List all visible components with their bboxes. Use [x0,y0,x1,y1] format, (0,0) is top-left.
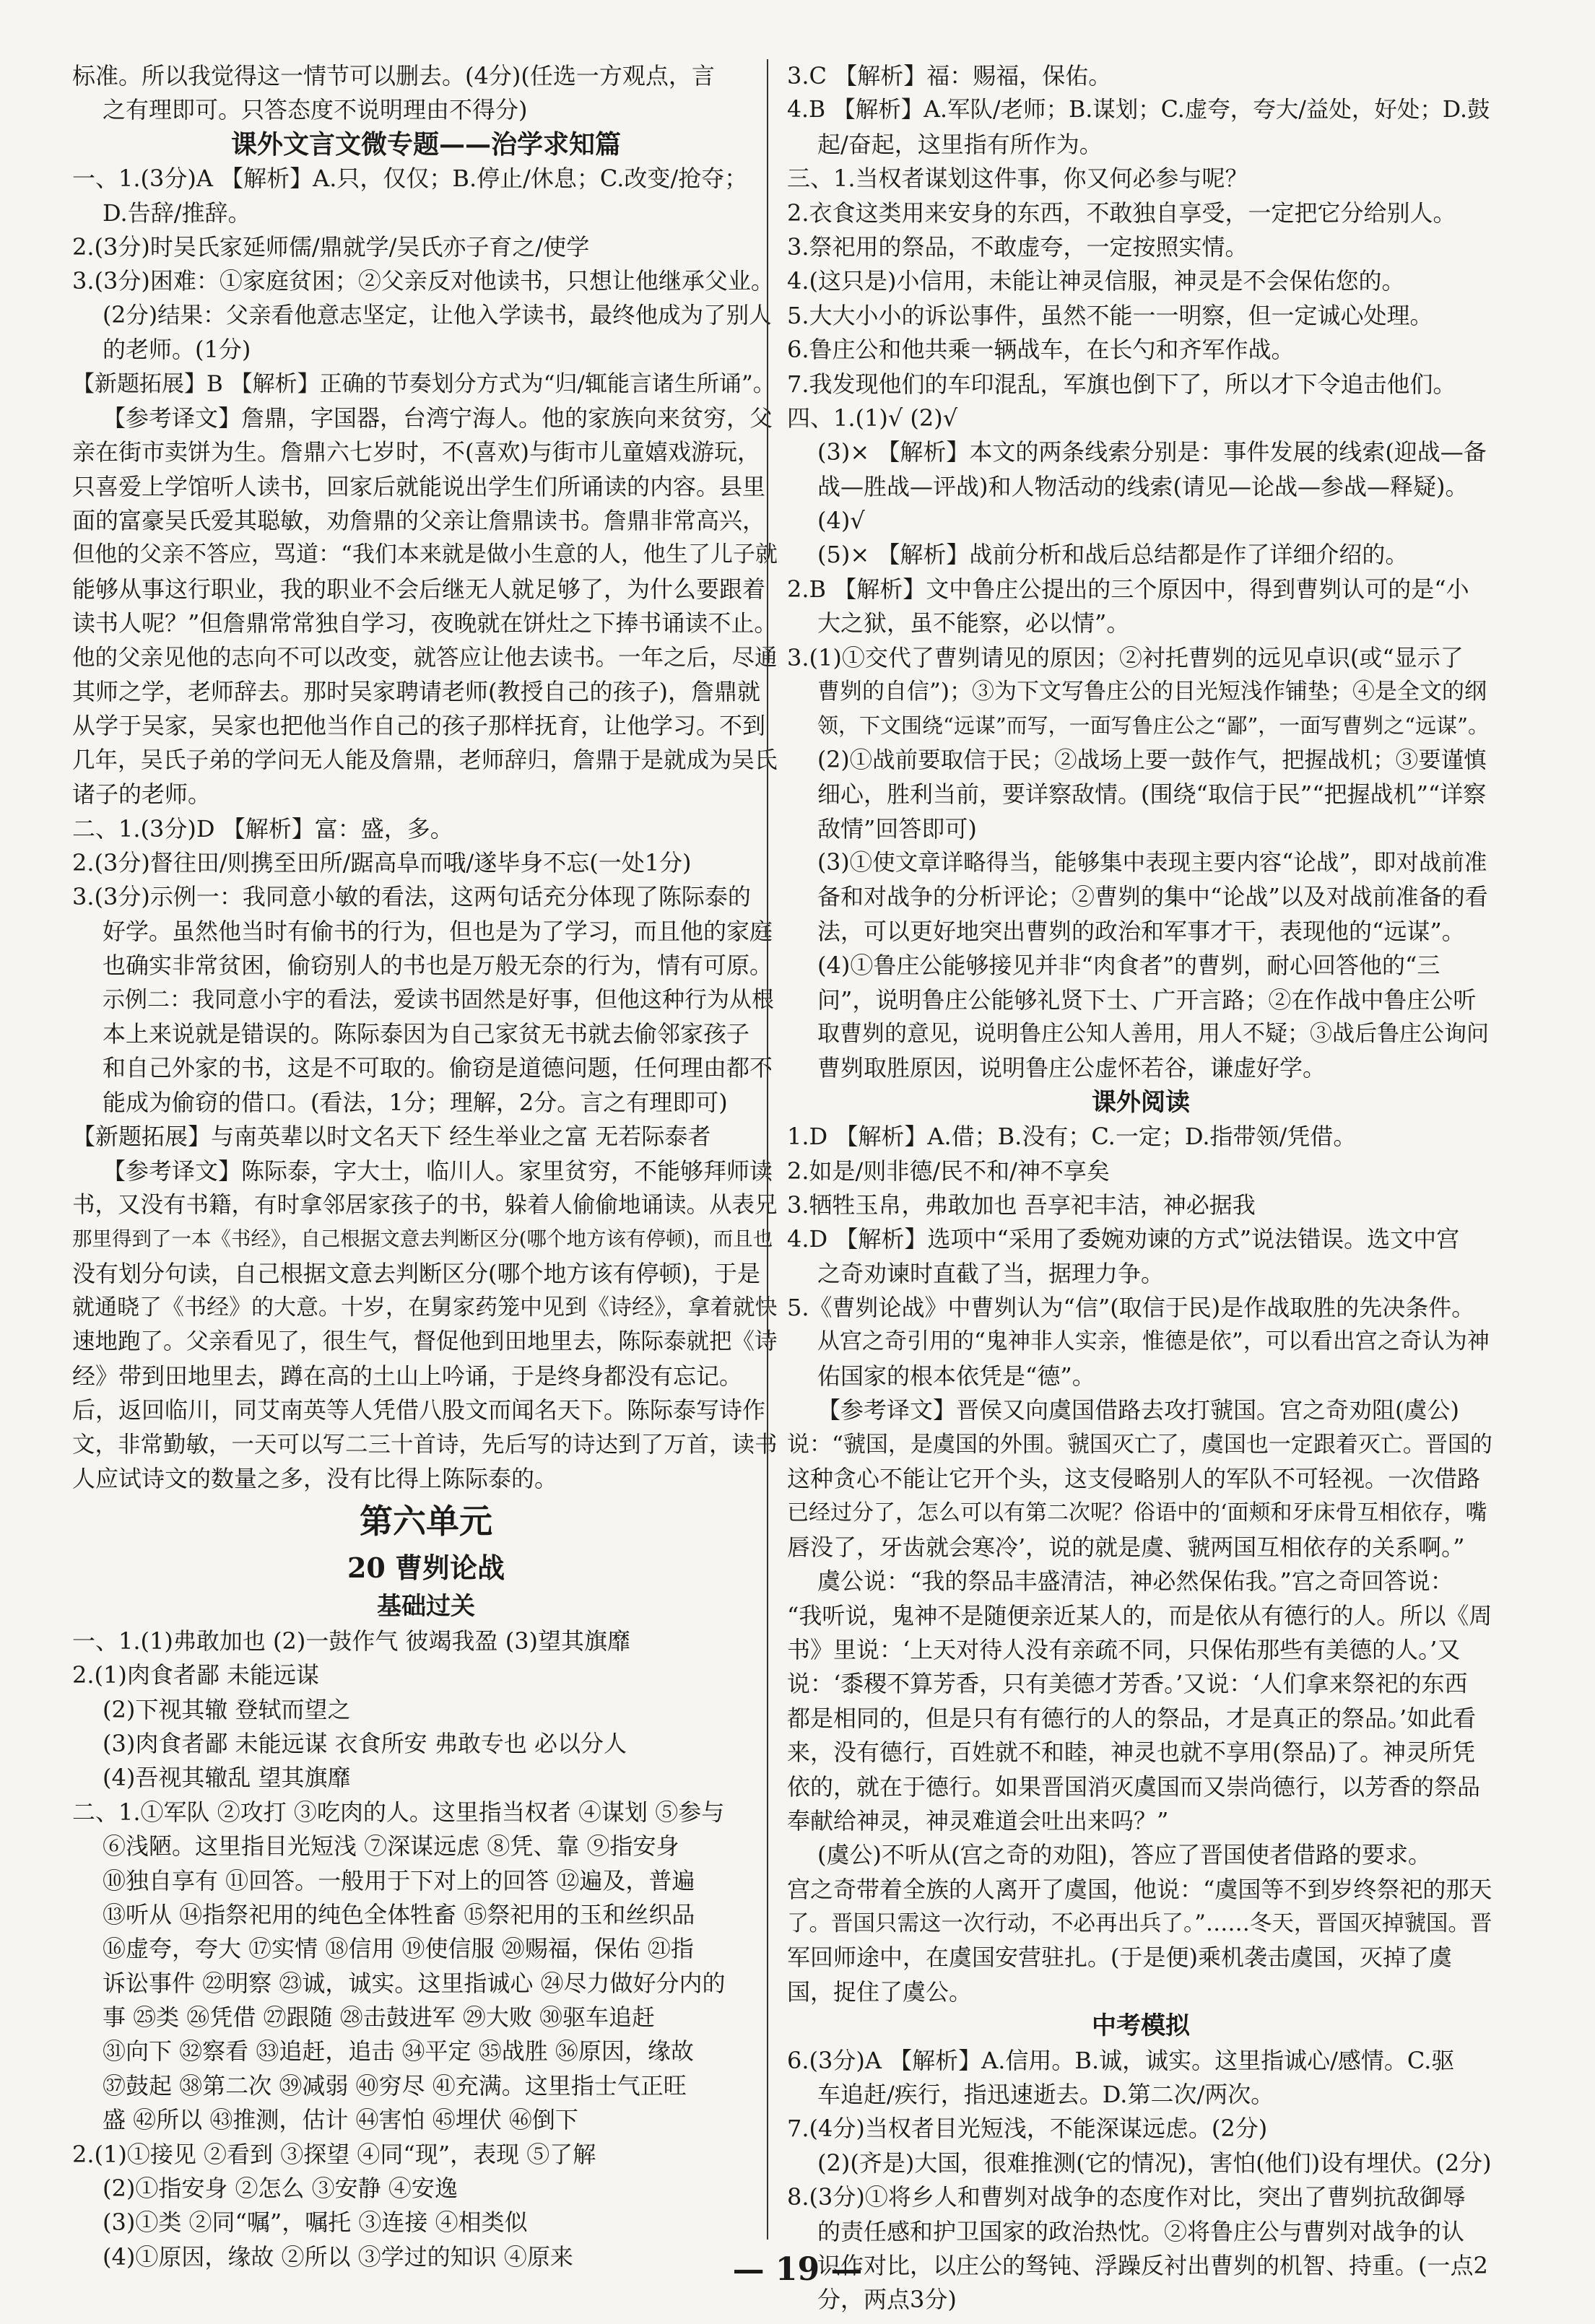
text-line: 人应试诗文的数量之多，没有比得上陈际泰的。 [72,1465,558,1493]
text-line: 3.(1)①交代了曹刿请见的原因；②衬托曹刿的远见卓识(或“显示了 [787,643,1464,671]
text-line: ⑩独自享有 ⑪回答。一般用于下对上的回答 ⑫遍及，普遍 [103,1866,695,1894]
text-line: 几年，吴氏子弟的学问无人能及詹鼎，老师辞归，詹鼎于是就成为吴氏 [72,747,778,773]
text-line: 【参考译文】陈际泰，字大士，临川人。家里贫穷，不能够拜师读 [103,1157,773,1185]
text-line: (3)①类 ②同“嘱”，嘱托 ③连接 ④相类似 [103,2208,528,2237]
text-line: 本上来说就是错误的。陈际泰因为自己家贫无书就去偷邻家孩子 [103,1019,750,1048]
text-line: 也确实非常贫困，偷窃别人的书也是万般无奈的行为，情有可原。 [103,952,773,980]
text-line: (3)①使文章详略得当，能够集中表现主要内容“论战”，即对战前准 [817,849,1487,876]
text-line: 3.(3分)困难：①家庭贫困；②父亲反对他读书，只想让他继承父业。 [72,267,774,295]
text-line: ㊲鼓起 ㊳第二次 ㊴减弱 ㊵穷尽 ㊶充满。这里指士气正旺 [103,2071,687,2099]
text-line: 标准。所以我觉得这一情节可以删去。(4分)(任选一方观点，言 [72,62,715,90]
right-column [787,59,1495,2318]
text-line: 3.祭祀用的祭品，不敢虚夸，一定按照实情。 [787,232,1248,261]
text-line: 二、1.①军队 ②攻打 ③吃肉的人。这里指当权者 ④谋划 ⑤参与 [72,1798,725,1826]
text-line: 三、1.当权者谋划这件事，你又何必参与呢？ [787,165,1248,193]
text-line: 3.牺牲玉帛，弗敢加也 吾享祀丰洁，神必据我 [787,1191,1256,1219]
text-line: 亲在街市卖饼为生。詹鼎六七岁时，不(喜欢)与街市儿童嬉戏游玩， [72,438,760,466]
text-line: 5.大大小小的诉讼事件，虽然不能一一明察，但一定诚心处理。 [787,301,1433,329]
text-line: 【参考译文】晋侯又向虞国借路去攻打虢国。宫之奇劝阻(虞公) [817,1396,1459,1424]
text-line: 4.D 【解析】选项中“采用了委婉劝谏的方式”说法错误。选文中宫 [787,1225,1460,1253]
text-line: 书》里说：‘上天对待人没有亲疏不同，只保佑那些有美德的人。’又 [787,1635,1461,1663]
text-line: 四、1.(1)√ (2)√ [787,404,958,432]
text-line: “我听说，鬼神不是随便亲近某人的，而是依从有德行的人。所以《周 [787,1601,1492,1629]
text-line: 只喜爱上学馆听人读书，回家后就能说出学生们所诵读的内容。县里 [72,472,766,500]
text-line: 文，非常勤敏，一天可以写二三十首诗，先后写的诗达到了万首，读书 [72,1431,778,1458]
text-line: 佑国家的根本依凭是“德”。 [817,1362,1095,1390]
text-line: 起/奋起，这里指有所作为。 [817,130,1103,158]
text-line: 4.B 【解析】A.军队/老师；B.谋划；C.虚夸，夸大/益处，好处；D.鼓 [787,97,1490,123]
text-line: 3.C 【解析】福：赐福，保佑。 [787,62,1112,90]
text-line: 经》带到田地里去，蹲在高的土山上吟诵，于是终身都没有忘记。 [72,1362,743,1390]
text-line: (4)①原因，缘故 ②所以 ③学过的知识 ④原来 [103,2242,573,2271]
text-line: 的责任感和护卫国家的政治热忱。②将鲁庄公与曹刿对战争的认 [817,2217,1465,2245]
text-line: 那里得到了一本《书经》，自己根据文意去判断区分(哪个地方该有停顿)，而且也 [72,1227,773,1251]
text-line: 他的父亲见他的志向不可以改变，就答应让他去读书。一年之后，尽通 [72,644,778,671]
text-line: 一、1.(1)弗敢加也 (2)一鼓作气 彼竭我盈 (3)望其旗靡 [72,1627,631,1655]
text-line: 8.(3分)①将乡人和曹刿对战争的态度作对比，突出了曹刿抗敌御辱 [787,2183,1466,2211]
text-line: ⑥浅陋。这里指目光短浅 ⑦深谋远虑 ⑧凭、靠 ⑨指安身 [103,1832,679,1860]
text-line: 7.(4分)当权者目光短浅，不能深谋远虑。(2分) [787,2115,1268,2143]
text-line: (4)①鲁庄公能够接见并非“肉食者”的曹刿，耐心回答他的“三 [817,952,1440,980]
text-line: (4)√ [817,507,865,535]
section-heading: 基础过关 [377,1592,475,1622]
text-line: (3)肉食者鄙 未能远谋 衣食所安 弗敢专也 必以分人 [103,1729,627,1757]
text-line: 法，可以更好地突出曹刿的政治和军事才干，表现他的“远谋”。 [817,917,1465,945]
text-line: 战—胜战—评战)和人物活动的线索(请见—论战—参战—释疑)。 [817,472,1469,500]
text-line: 示例二：我同意小宇的看法，爱读书固然是好事，但他这种行为从根 [103,986,774,1013]
text-line: 唇没了，牙齿就会寒冷’，说的就是虞、虢两国互相依存的关系啊。” [787,1533,1465,1561]
text-line: 书，又没有书籍，有时拿邻居家孩子的书，躲着人偷偷地诵读。从表兄 [72,1191,778,1218]
text-line: 好学。虽然他当时有偷书的行为，但也是为了学习，而且他的家庭 [103,917,773,945]
text-line: 曹刿取胜原因，说明鲁庄公虚怀若谷，谦虚好学。 [817,1054,1326,1082]
text-line: 大之狱，虽不能察，必以情”。 [817,609,1130,637]
text-line: 领，下文围绕“远谋”而写，一面写鲁庄公之“鄙”，一面写曹刿之“远谋”。 [817,713,1489,739]
left-column [72,59,780,2274]
text-line: 车追赶/疾行，指迅速逝去。D.第二次/两次。 [817,2081,1274,2109]
text-line: 取曹刿的意见，说明鲁庄公知人善用，用人不疑；③战后鲁庄公询问 [817,1020,1489,1047]
text-line: 【新题拓展】与南英辈以时文名天下 经生举业之富 无若际泰者 [72,1123,711,1151]
text-line: 之奇劝谏时直截了当，据理力争。 [817,1259,1165,1287]
text-line: (5)× 【解析】战前分析和战后总结都是作了详细介绍的。 [817,541,1409,569]
text-line: 2.(3分)督往田/则携至田所/踞高阜而哦/遂毕身不忘(一处1分) [72,848,692,876]
text-line: 国，捉住了虞公。 [787,1977,973,2006]
text-line: 2.(1)肉食者鄙 未能远谋 [72,1661,320,1689]
text-line: 2.(3分)时吴氏家延师儒/鼎就学/吴氏亦子育之/使学 [72,232,590,261]
text-line: 从宫之奇引用的“鬼神非人实亲，惟德是依”，可以看出宫之奇认为神 [817,1328,1490,1355]
text-line: 7.我发现他们的车印混乱，军旗也倒下了，所以才下令追击他们。 [787,370,1456,398]
text-line: 细心，胜利当前，要详察敌情。(围绕“取信于民”“把握战机”“详察 [817,780,1487,809]
text-line: 敌情”回答即可) [817,814,977,843]
text-line: 【新题拓展】B 【解析】正确的节奏划分方式为“归/辄能言诸生所诵”。 [72,370,775,397]
section-heading: 课外文言文微专题——治学求知篇 [230,129,621,160]
text-line: 备和对战争的分析评论；②曹刿的集中“论战”以及对战前准备的看 [817,883,1488,911]
text-line: D.告辞/推辞。 [103,199,251,227]
text-line: 就通晓了《书经》的大意。十岁，在舅家药笼中见到《诗经》，拿着就快 [72,1294,778,1321]
text-line: 说：“虢国，是虞国的外围。虢国灭亡了，虞国也一定跟着灭亡。晋国的 [787,1431,1492,1458]
section-heading: 第六单元 [360,1502,492,1541]
section-heading: 20 曹刿论战 [347,1551,505,1585]
text-line: (2)下视其辙 登轼而望之 [103,1695,351,1723]
text-line: 这种贪心不能让它开个头，这支侵略别人的军队不可轻视。一次借路 [787,1465,1481,1493]
text-line: 但他的父亲不答应，骂道：“我们本来就是做小生意的人，他生了儿子就 [72,541,778,568]
text-line: 诸子的老师。 [72,780,212,809]
text-line: 6.(3分)A 【解析】A.信用。B.诚，诚实。这里指诚心/感情。C.驱 [787,2046,1455,2074]
text-line: 虞公说：“我的祭品丰盛清洁，神必然保佑我。”宫之奇回答说： [817,1567,1453,1596]
text-line: 3.(3分)示例一：我同意小敏的看法，这两句话充分体现了陈际泰的 [72,883,751,911]
text-line: 2.(1)①接见 ②看到 ③探望 ④同“现”，表现 ⑤了解 [72,2140,596,2168]
text-line: 已经过分了，怎么可以有第二次呢？俗语中的‘面颊和牙床骨互相依存，嘴 [787,1500,1487,1526]
text-line: 读书人呢？”但詹鼎常常独自学习，夜晚就在饼灶之下捧书诵读不止。 [72,609,778,637]
text-line: 和自己外家的书，这是不可取的。偷窃是道德问题，任何理由都不 [103,1054,773,1082]
text-line: 2.B 【解析】文中鲁庄公提出的三个原因中，得到曹刿认可的是“小 [787,575,1469,603]
text-line: 1.D 【解析】A.借；B.没有；C.一定；D.指带领/凭借。 [787,1123,1357,1151]
text-line: 的老师。(1分) [103,336,251,364]
text-line: 来，没有德行，百姓就不和睦，神灵也就不享用(祭品)了。神灵所凭 [787,1738,1475,1767]
section-heading: 课外阅读 [1092,1087,1190,1117]
text-line: 识作对比，以庄公的驽钝、浮躁反衬出曹刿的机智、持重。(一点2 [817,2252,1488,2279]
section-heading: 中考模拟 [1092,2011,1190,2041]
text-line: 依的，就在于德行。如果晋国消灭虞国而又崇尚德行，以芳香的祭品 [787,1772,1481,1801]
text-line: 5.《曹刿论战》中曹刿认为“信”(取信于民)是作战取胜的先决条件。 [787,1294,1475,1322]
text-line: 宫之奇带着全族的人离开了虞国，他说：“虞国等不到岁终祭祀的那天 [787,1875,1492,1903]
text-line: 盛 ㊷所以 ㊸推测，估计 ㊹害怕 ㊺埋伏 ㊻倒下 [103,2106,578,2134]
text-line: ⑬听从 ⑭指祭祀用的纯色全体牲畜 ⑮祭祀用的玉和丝织品 [103,1900,695,1928]
text-line: (2)①指安身 ②怎么 ③安静 ④安逸 [103,2175,458,2203]
text-line: 6.鲁庄公和他共乘一辆战车，在长勺和齐军作战。 [787,336,1295,364]
text-line: 2.如是/则非德/民不和/神不享矣 [787,1157,1110,1185]
text-line: (2分)结果：父亲看他意志坚定，让他入学读书，最终他成为了别人 [103,302,772,328]
text-line: 分，两点3分) [817,2286,957,2314]
text-line: 奉献给神灵，神灵难道会吐出来吗？” [787,1806,1169,1835]
text-line: 面的富豪吴氏爱其聪敏，劝詹鼎的父亲让詹鼎读书。詹鼎非常高兴， [72,507,766,535]
text-line: 了。晋国只需这一次行动，不必再出兵了。”……冬天，晋国灭掉虢国。晋 [787,1911,1492,1937]
page-number: — 19 — [732,2251,863,2288]
text-line: 之有理即可。只答态度不说明理由不得分) [103,96,528,124]
text-line: ⑯虚夸，夸大 ⑰实情 ⑱信用 ⑲使信服 ⑳赐福，保佑 ㉑指 [103,1935,694,1963]
text-line: 从学于吴家，吴家也把他当作自己的孩子那样抚育，让他学习。不到 [72,712,766,740]
text-line: 后，返回临川，同艾南英等人凭借八股文而闻名天下。陈际泰写诗作 [72,1396,766,1424]
text-line: (3)× 【解析】本文的两条线索分别是：事件发展的线索(迎战—备 [817,438,1487,466]
text-line: 事 ㉕类 ㉖凭借 ㉗跟随 ㉘击鼓进军 ㉙大败 ㉚驱车追赶 [103,2003,656,2032]
text-line: 其师之学，老师辞去。那时吴家聘请老师(教授自己的孩子)，詹鼎就 [72,678,760,706]
text-line: 【参考译文】詹鼎，字国器，台湾宁海人。他的家族向来贫穷，父 [103,404,773,432]
column-divider [767,59,768,2240]
text-line: ㉛向下 ㉜察看 ㉝追赶，追击 ㉞平定 ㉟战胜 ㊱原因，缘故 [103,2037,694,2066]
text-line: (2)(齐是)大国，很难推测(它的情况)，害怕(他们)设有埋伏。(2分) [817,2149,1492,2177]
text-line: 曹刿的自信”)；③为下文写鲁庄公的目光短浅作铺垫；④是全文的纲 [817,679,1487,705]
text-line: 问”，说明鲁庄公能够礼贤下士、广开言路；②在作战中鲁庄公听 [817,985,1477,1014]
text-line: 速地跑了。父亲看见了，很生气，督促他到田地里去，陈际泰就把《诗 [72,1328,778,1355]
text-line: 都是相同的，但是只有有德行的人的祭品，才是真正的祭品。’如此看 [787,1704,1477,1732]
text-line: (虞公)不听从(宫之奇的劝阻)，答应了晋国使者借路的要求。 [817,1841,1431,1869]
text-line: 4.(这只是)小信用，未能让神灵信服，神灵是不会保佑您的。 [787,267,1405,295]
text-line: (2)①战前要取信于民；②战场上要一鼓作气，把握战机；③要谨慎 [817,747,1487,773]
text-line: 二、1.(3分)D 【解析】富：盛，多。 [72,814,453,843]
text-line: 能成为偷窃的借口。(看法，1分；理解，2分。言之有理即可) [103,1088,728,1116]
text-line: 一、1.(3分)A 【解析】A.只，仅仅；B.停止/休息；C.改变/抢夺； [72,165,748,193]
text-line: 诉讼事件 ㉒明察 ㉓诚，诚实。这里指诚心 ㉔尽力做好分内的 [103,1969,726,1997]
text-line: (4)吾视其辙乱 望其旗靡 [103,1764,351,1792]
text-line: 没有划分句读，自己根据文意去判断区分(哪个地方该有停顿)，于是 [72,1259,760,1287]
text-line: 军回师途中，在虞国安营驻扎。(于是便)乘机袭击虞国，灭掉了虞 [787,1944,1452,1972]
text-line: 2.衣食这类用来安身的东西，不敢独自享受，一定把它分给别人。 [787,199,1456,227]
text-line: 能够从事这行职业，我的职业不会后继无人就足够了，为什么要跟着 [72,575,766,603]
text-line: 说：‘黍稷不算芳香，只有美德才芳香。’又说：‘人们拿来祭祀的东西 [787,1670,1468,1698]
